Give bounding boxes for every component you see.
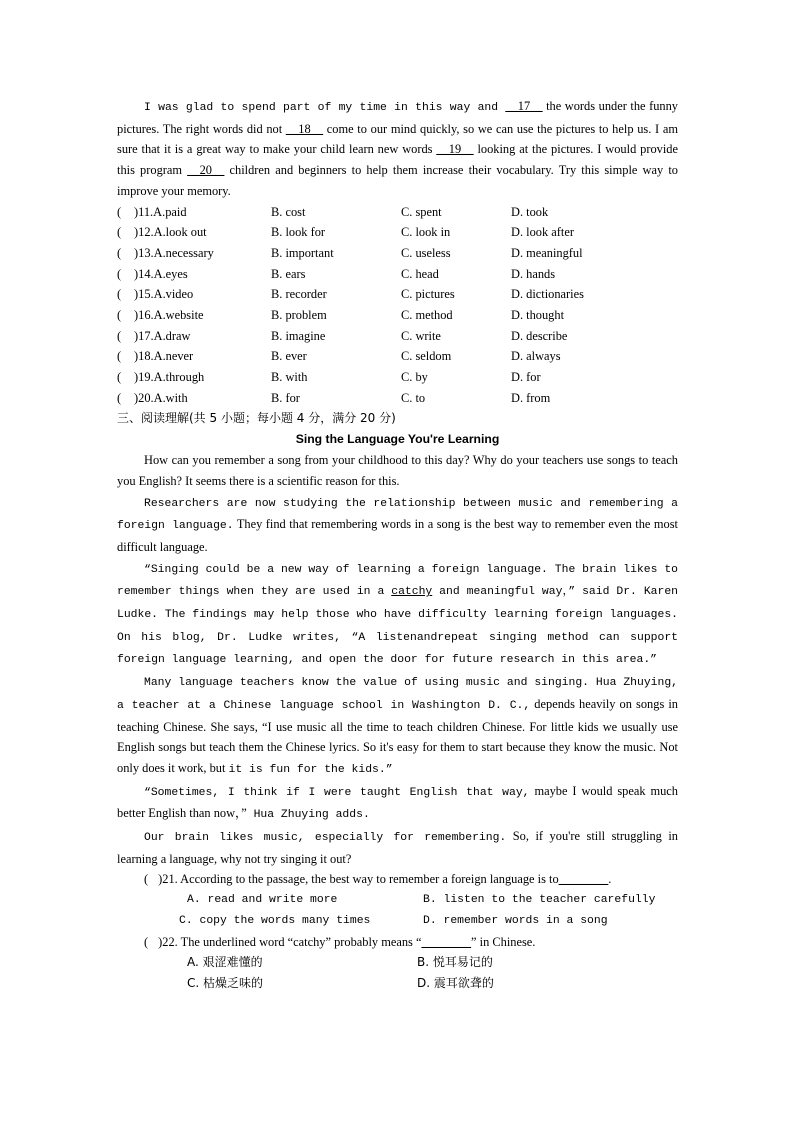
answer-paren: ( [117, 349, 122, 364]
option-c: C. spent [401, 204, 442, 219]
question-21-options-row-1 [117, 890, 678, 911]
cloze-text-3: come to our mind quickly, so we can use the pictures to help us. I am sure that it is a great way to make your child learn new words [117, 121, 678, 157]
choice-row-11 [117, 202, 678, 223]
option-d: D. look after [511, 225, 574, 240]
paragraph-6-text-b: So, if you're still struggling in learning a language, why not try singing it out? [117, 829, 679, 866]
answer-blank: ________ [421, 934, 472, 949]
question-21-end: . [608, 872, 612, 887]
option-a: )19.A.through [134, 370, 205, 385]
paragraph-3-text-a: “Singing could be a new way of learning a foreign language. The brain likes to remember things when they are used in a [117, 563, 678, 599]
option-a: )14.A.eyes [134, 266, 188, 281]
article-paragraph-1: How can you remember a song from your childhood to this day? Why do your teachers use songs to teach you English? It seems there is a scientific reason for this. [117, 453, 678, 488]
article-paragraph-4 [117, 671, 678, 781]
option-d: D. took [511, 204, 549, 219]
option-a: A. read and write more [187, 894, 338, 907]
answer-paren: ( [117, 245, 122, 260]
option-a: )20.A.with [134, 390, 188, 405]
option-c: C. useless [401, 245, 451, 260]
option-d: D. describe [511, 328, 568, 343]
paragraph-4-text-c: it is fun for the kids.” [228, 763, 393, 776]
choice-row-15 [117, 284, 678, 305]
cloze-text-2: the words under the funny pictures. The right words did not [117, 99, 678, 136]
option-c: C. look in [401, 225, 451, 240]
paragraph-6-text-a: Our brain likes music, especially for remembering. [144, 832, 507, 845]
cloze-text-5: children and beginners to help them increase their vocabulary. Try this simple way to improve your memory. [117, 163, 678, 198]
question-21-options-row-2 [117, 911, 678, 932]
question-22-end: ” in Chinese. [471, 934, 536, 949]
answer-paren: ( [117, 328, 122, 343]
answer-paren: ( [117, 287, 122, 302]
answer-paren: ( [144, 934, 149, 949]
answer-paren: ( [117, 266, 122, 281]
option-b: B. ears [271, 266, 306, 281]
option-c: C. seldom [401, 349, 452, 364]
cloze-text-4: looking at the pictures. I would provide this program [117, 142, 679, 178]
answer-paren: ( [117, 370, 122, 385]
cloze-text-1: I was glad to spend part of my time in this way and [144, 102, 506, 114]
paragraph-5-text-a: “Sometimes, I think if I were taught English that way, [144, 786, 530, 799]
option-c: C. head [401, 266, 439, 281]
article-paragraph-6 [117, 826, 678, 869]
option-b: B. cost [271, 204, 306, 219]
answer-blank: ________ [558, 872, 609, 887]
option-a: )11.A.paid [134, 204, 187, 219]
option-b: B. listen to the teacher carefully [423, 894, 656, 907]
choice-row-13 [117, 243, 678, 264]
option-a: )13.A.necessary [134, 245, 214, 260]
blank-19: __19__ [436, 142, 474, 157]
answer-paren: ( [117, 390, 122, 405]
option-a: )17.A.draw [134, 328, 191, 343]
option-a: )15.A.video [134, 287, 194, 302]
article-title: Sing the Language You're Learning [295, 432, 500, 447]
choice-row-17 [117, 326, 678, 347]
option-b: B. imagine [271, 328, 326, 343]
paragraph-2-text-b: They find that remembering words in a song is the best way to remember even the most difficult language. [117, 517, 678, 554]
question-22 [117, 932, 678, 953]
section-heading: 三、阅读理解(共 5 小题；每小题 4 分，满分 20 分) [117, 411, 396, 426]
paragraph-4-text-a: Many language teachers know the value of using music and singing. Hua Zhuying, a teacher at a Chinese language school in Washington D. C., [117, 677, 678, 712]
answer-paren: ( [117, 225, 122, 240]
blank-17: __17__ [505, 99, 543, 113]
answer-paren: ( [117, 204, 122, 219]
choice-row-19 [117, 367, 678, 388]
option-a: )12.A.look out [134, 225, 207, 240]
option-d: D. hands [511, 266, 556, 281]
option-b: B. for [271, 390, 300, 405]
article-paragraph-3 [117, 558, 678, 672]
underlined-word-catchy: catchy [391, 586, 433, 599]
option-d: D. always [511, 349, 561, 364]
choice-row-18 [117, 346, 678, 367]
answer-paren: ( [144, 872, 149, 887]
paragraph-4-text-b: depends heavily on songs in teaching Chinese. She says, “I use music all the time to teach children Chinese. For little kids we usually use English songs but teach them the Chinese lyrics. So it's easy for them to start because they know the music. Not only does it work, but [117, 696, 678, 775]
option-c: C. to [401, 390, 426, 405]
option-b: B. problem [271, 307, 327, 322]
option-b: B. with [271, 370, 308, 385]
question-21-stem: )21. According to the passage, the best way to remember a foreign language is to [158, 872, 559, 887]
cloze-passage-end [117, 96, 678, 202]
option-b: B. important [271, 245, 334, 260]
exam-page [117, 96, 678, 994]
article-paragraph-2 [117, 492, 678, 558]
paragraph-2-text-a: Researchers are now studying the relationship between music and remembering a foreign language. [117, 497, 678, 533]
option-d: D. for [511, 370, 541, 385]
option-c: C. 枯燥乏味的 [187, 975, 264, 990]
option-a: )18.A.never [134, 349, 194, 364]
option-a: A. 艰涩难懂的 [187, 955, 263, 970]
option-b: B. recorder [271, 287, 327, 302]
choice-row-16 [117, 305, 678, 326]
choice-row-12 [117, 222, 678, 243]
option-d: D. remember words in a song [423, 914, 608, 927]
option-d: D. 震耳欲聋的 [417, 975, 494, 990]
option-c: C. method [401, 307, 453, 322]
question-22-stem: )22. The underlined word “catchy” probably means “ [158, 934, 422, 949]
blank-20: __20__ [187, 163, 225, 178]
question-22-options-row-1 [117, 952, 678, 973]
option-c: C. pictures [401, 287, 455, 302]
cloze-choices [117, 202, 678, 409]
option-c: C. write [401, 328, 441, 343]
option-d: D. from [511, 390, 551, 405]
paragraph-5-text-b: maybe I would speak much better English than now，” [117, 783, 679, 821]
option-a: )16.A.website [134, 307, 204, 322]
answer-paren: ( [117, 307, 122, 322]
choice-row-20 [117, 388, 678, 409]
paragraph-3-text-b: and meaningful way，” said Dr. Karen Ludke. The findings may help those who have difficulty learning foreign languages. On his blog, Dr. Ludke writes, “A listenandrepeat singing method can support foreign language learning, and open the door for future research in this area.” [117, 586, 678, 667]
question-22-options-row-2 [117, 973, 678, 994]
option-b: B. ever [271, 349, 307, 364]
question-21 [117, 869, 678, 890]
option-c: C. copy the words many times [179, 914, 371, 927]
option-d: D. thought [511, 307, 565, 322]
blank-18: __18__ [285, 121, 324, 136]
article-paragraph-5 [117, 781, 678, 826]
option-b: B. 悦耳易记的 [417, 955, 493, 970]
option-b: B. look for [271, 225, 326, 240]
paragraph-5-text-c: Hua Zhuying adds. [246, 809, 370, 822]
option-d: D. meaningful [511, 245, 583, 260]
option-d: D. dictionaries [511, 287, 584, 302]
option-c: C. by [401, 370, 428, 385]
choice-row-14 [117, 264, 678, 285]
